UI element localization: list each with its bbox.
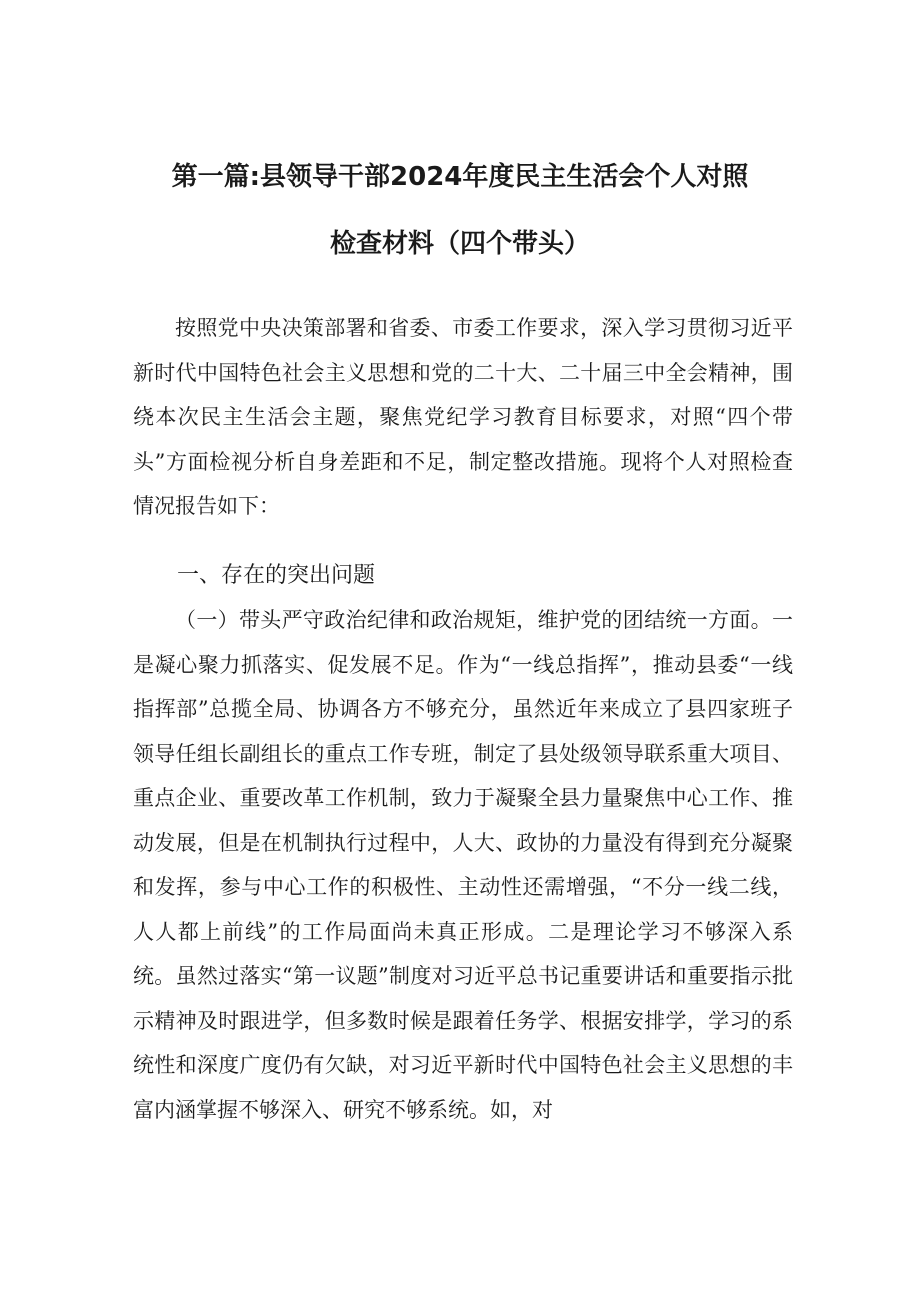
section-paragraph: （一）带头严守政治纪律和政治规矩，维护党的团结统一方面。一是凝心聚力抓落实、促发展不足。作为“一线总指挥”，推动县委“一线指挥部”总揽全局、协调各方不够充分，虽然近年来成立了县四家班子领导任组长副组长的重点工作专班，制定了县处级领导联系重大项目、重点企业、重要改革工作机制，致力于凝聚全县力量聚焦中心工作、推动发展，但是在机制执行过程中，人大、政协的力量没有得到充分凝聚和发挥，参与中心工作的积极性、主动性还需增强，“不分一线二线，人人都上前线”的工作局面尚未真正形成。二是理论学习不够深入系统。虽然过落实“第一议题”制度对习近平总书记重要讲话和重要指示批示精神及时跟进学，但多数时候是跟着任务学、根据安排学，学习的系统性和深度广度仍有欠缺，对习近平新时代中国特色社会主义思想的丰富内涵掌握不够深入、研究不够系统。如，对	[133, 608, 793, 1122]
section-heading: 一、存在的突出问题	[177, 563, 376, 588]
document-title-line-2: 检查材料（四个带头）	[329, 229, 590, 259]
section-body	[133, 598, 793, 1132]
intro-paragraph: 按照党中央决策部署和省委、市委工作要求，深入学习贯彻习近平新时代中国特色社会主义思想和党的二十大、二十届三中全会精神，围绕本次民主生活会主题，聚焦党纪学习教育目标要求，对照“四个带头”方面检视分析自身差距和不足，制定整改措施。现将个人对照检查情况报告如下：	[133, 316, 793, 518]
intro-section	[133, 306, 793, 529]
section-heading-block	[133, 554, 793, 599]
document-title-line-1: 第一篇:县领导干部2024年度民主生活会个人对照	[171, 162, 749, 192]
